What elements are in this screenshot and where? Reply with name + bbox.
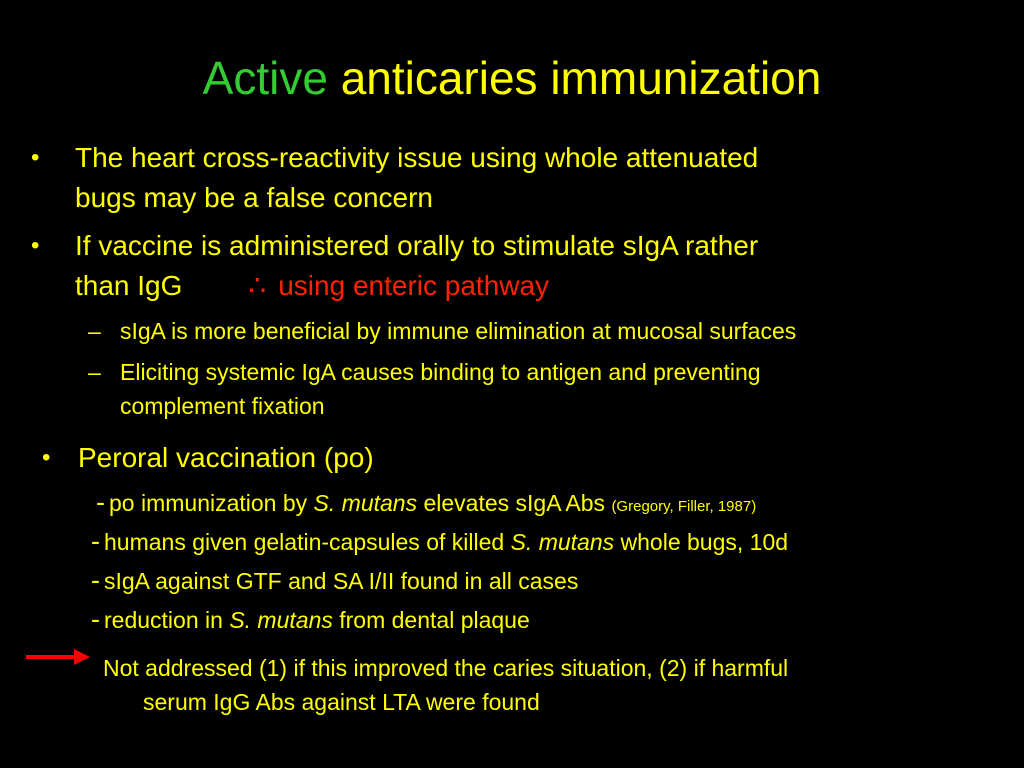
bullet-text-line2a: than IgG xyxy=(75,270,183,301)
peroral-item-po-immunization xyxy=(96,485,756,524)
enteric-pathway-text: using enteric pathway xyxy=(278,270,550,301)
bullet-dot: • xyxy=(31,144,40,171)
sub-bullet-siga-beneficial xyxy=(88,314,980,348)
title-rest: anticaries immunization xyxy=(340,52,822,104)
sub-dash: – xyxy=(88,318,101,344)
species-name: S. mutans xyxy=(313,490,418,516)
sub-text: sIgA is more beneficial by immune elimination at mucosal surfaces xyxy=(120,318,797,344)
right-arrow-icon xyxy=(24,645,92,669)
therefore-symbol: ∴ xyxy=(248,270,267,301)
note-line1: Not addressed (1) if this improved the caries situation, (2) if harmful xyxy=(103,655,789,681)
item-text-post: elevates sIgA Abs xyxy=(417,490,612,516)
sub-dash: – xyxy=(88,359,101,385)
peroral-item-plaque-reduction xyxy=(91,602,530,637)
item-text-pre: reduction in xyxy=(104,607,230,633)
citation: (Gregory, Filler, 1987) xyxy=(611,498,757,515)
item-text-post: whole bugs, 10d xyxy=(614,529,789,555)
item-text-pre: humans given gelatin-capsules of killed xyxy=(104,529,511,555)
not-addressed-note xyxy=(103,651,983,719)
bullet-text-line2: bugs may be a false concern xyxy=(75,182,433,213)
peroral-label: Peroral vaccination (po) xyxy=(78,442,374,473)
item-hyphen: - xyxy=(91,565,100,595)
bullet-text-line1: The heart cross-reactivity issue using whole attenuated xyxy=(75,142,759,173)
peroral-item-siga-found xyxy=(91,563,578,598)
bullet-peroral-vaccination xyxy=(42,438,978,478)
bullet-dot: • xyxy=(31,232,40,259)
peroral-item-gelatin-capsules xyxy=(91,524,788,559)
item-text-post: from dental plaque xyxy=(332,607,530,633)
bullet-oral-vaccine xyxy=(31,226,975,306)
species-name: S. mutans xyxy=(510,529,615,555)
species-name: S. mutans xyxy=(229,607,333,633)
item-text-pre: po immunization by xyxy=(109,490,314,516)
sub-text-line1: Eliciting systemic IgA causes binding to antigen and preventing xyxy=(120,359,761,385)
bullet-text-line1: If vaccine is administered orally to stimulate sIgA rather xyxy=(75,230,759,261)
bullet-dot: • xyxy=(42,444,51,471)
item-hyphen: - xyxy=(96,487,105,517)
item-text: sIgA against GTF and SA I/II found in all cases xyxy=(104,568,579,594)
item-hyphen: - xyxy=(91,604,100,634)
note-line2: serum IgG Abs against LTA were found xyxy=(143,689,540,715)
title-active: Active xyxy=(202,52,328,104)
slide-title xyxy=(0,48,1024,108)
bullet-heart-cross-reactivity xyxy=(31,138,975,218)
sub-text-line2: complement fixation xyxy=(120,393,325,419)
sub-bullet-systemic-iga xyxy=(88,355,980,423)
item-hyphen: - xyxy=(91,526,100,556)
